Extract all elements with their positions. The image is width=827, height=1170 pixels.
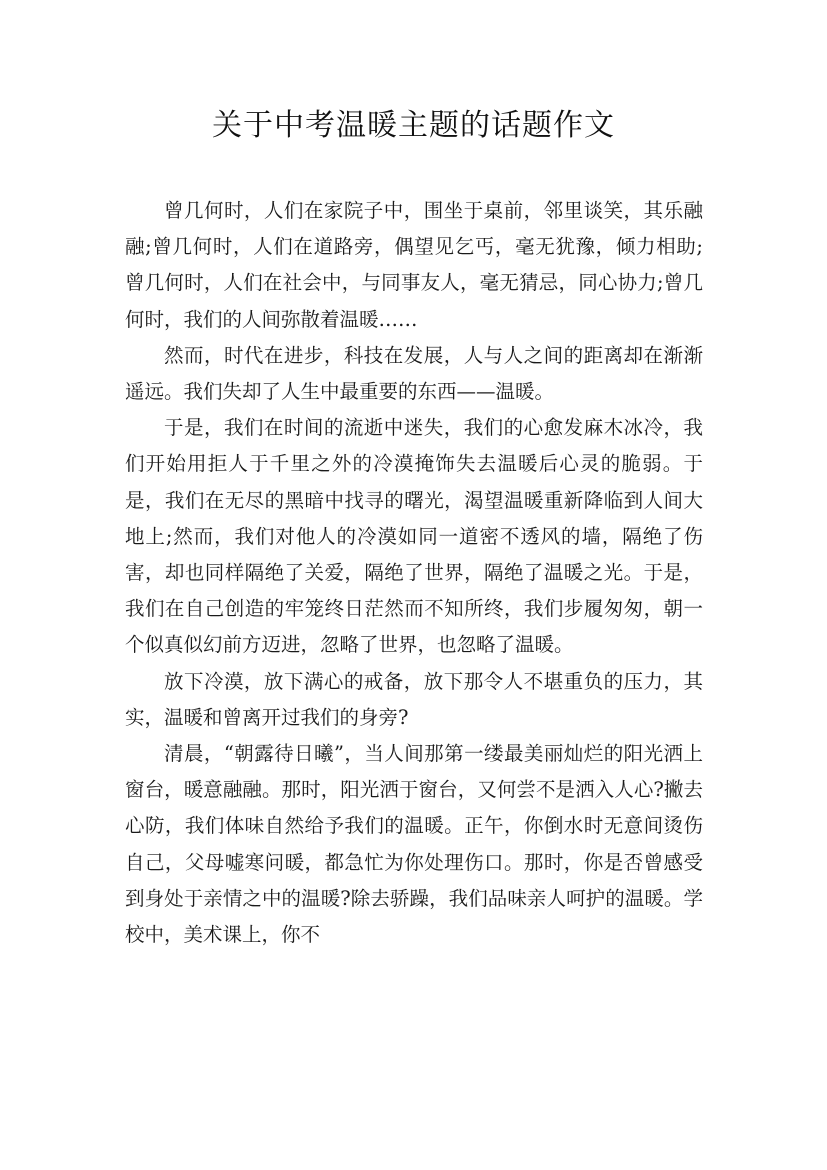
essay-body [125, 193, 703, 953]
page-title: 关于中考温暖主题的话题作文 [212, 108, 615, 143]
paragraph-4: 放下冷漠，放下满心的戒备，放下那令人不堪重负的压力，其实，温暖和曾离开过我们的身旁? [125, 669, 703, 729]
paragraph-2: 然而，时代在进步，科技在发展，人与人之间的距离却在渐渐遥远。我们失却了人生中最重要的东西——温暖。 [125, 343, 703, 404]
paragraph-1: 曾几何时，人们在家院子中，围坐于桌前，邻里谈笑，其乐融融;曾几何时，人们在道路旁，偶望见乞丐，毫无犹豫，倾力相助;曾几何时，人们在社会中，与同事友人，毫无猜忌，同心协力;曾几何时，我们的人间弥散着温暖…… [125, 199, 703, 331]
paragraph-5: 清晨，“朝露待日曦”，当人间那第一缕最美丽灿烂的阳光洒上窗台，暖意融融。那时，阳光洒于窗台，又何尝不是洒入人心?撇去心防，我们体味自然给予我们的温暖。正午，你倒水时无意间烫伤自己，父母嘘寒问暖，都急忙为你处理伤口。那时，你是否曾感受到身处于亲情之中的温暖?除去骄躁，我们品味亲人呵护的温暖。学校中，美术课上，你不 [125, 742, 703, 947]
paragraph-3: 于是，我们在时间的流逝中迷失，我们的心愈发麻木冰冷，我们开始用拒人于千里之外的冷漠掩饰失去温暖后心灵的脆弱。于是，我们在无尽的黑暗中找寻的曙光，渴望温暖重新降临到人间大地上;然而，我们对他人的冷漠如同一道密不透风的墙，隔绝了伤害，却也同样隔绝了关爱，隔绝了世界，隔绝了温暖之光。于是，我们在自己创造的牢笼终日茫然而不知所终，我们步履匆匆，朝一个似真似幻前方迈进，忽略了世界，也忽略了温暖。 [125, 416, 703, 657]
